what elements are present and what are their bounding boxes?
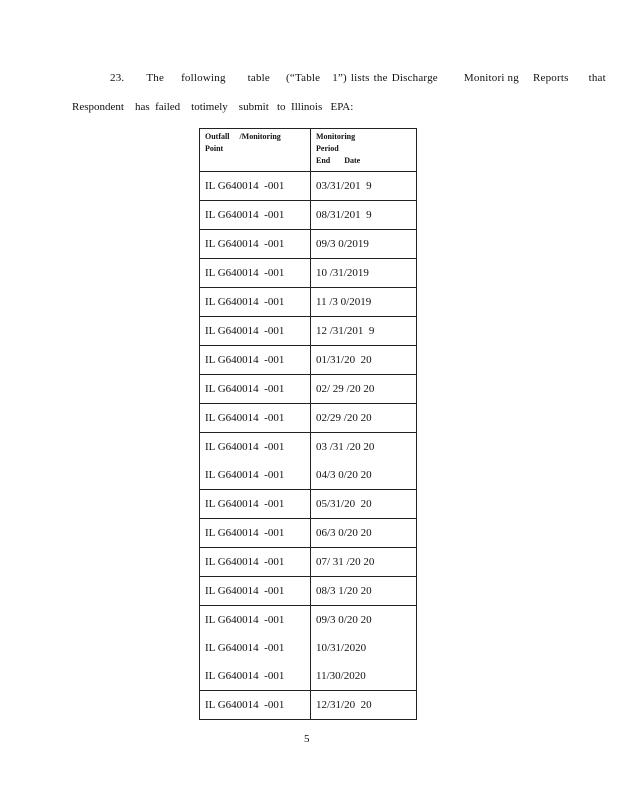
- word: (“Table: [286, 72, 321, 84]
- outfall-point-cell: [200, 375, 311, 404]
- period-end-date: 07/ 31 /20 20: [316, 556, 375, 568]
- header-text: End Date: [316, 156, 361, 165]
- outfall-point: IL G640014 -001: [205, 209, 285, 221]
- header-text: Point: [205, 144, 224, 153]
- period-end-date-cell: [311, 172, 417, 201]
- page-number: 5: [304, 733, 310, 745]
- period-end-date-cell: [311, 548, 417, 577]
- outfall-point-cell: [200, 404, 311, 433]
- table-row: [200, 548, 417, 577]
- word: 1”): [332, 72, 347, 84]
- outfall-point: IL G640014 -001: [205, 498, 285, 510]
- period-end-date: 08/3 1/20 20: [316, 585, 372, 597]
- outfall-point: IL G640014 -001: [205, 699, 285, 711]
- header-monitoring-period: [311, 129, 417, 172]
- table-row: [200, 404, 417, 433]
- outfall-point-cell: [200, 201, 311, 230]
- period-end-date: 02/29 /20 20: [316, 412, 372, 424]
- paragraph-number: 23.: [110, 72, 125, 84]
- table-header-row: [200, 129, 417, 172]
- period-end-date-cell: [311, 404, 417, 433]
- outfall-point: IL G640014 -001: [205, 614, 285, 626]
- outfall-point-cell: [200, 346, 311, 375]
- period-end-date-cell: [311, 691, 417, 720]
- period-end-date: 03 /31 /20 20: [316, 441, 375, 453]
- table-row: [200, 519, 417, 548]
- outfall-point: IL G640014 -001: [205, 383, 285, 395]
- table-row: [200, 201, 417, 230]
- outfall-point-cell: [200, 577, 311, 606]
- period-end-date: 10 /31/2019: [316, 267, 369, 279]
- period-end-date: 01/31/20 20: [316, 354, 372, 366]
- outfall-point-cell: [200, 519, 311, 548]
- outfall-point: IL G640014 -001: [205, 267, 285, 279]
- outfall-point: IL G640014 -001: [205, 670, 285, 682]
- outfall-point: IL G640014 -001: [205, 296, 285, 308]
- word: the: [373, 72, 388, 84]
- word: table: [247, 72, 271, 84]
- outfall-point-cell: [200, 172, 311, 201]
- period-end-date-cell: [311, 201, 417, 230]
- outfall-point: IL G640014 -001: [205, 556, 285, 568]
- period-end-date: 02/ 29 /20 20: [316, 383, 375, 395]
- period-end-date-cell: [311, 606, 417, 691]
- outfall-point-cell: [200, 606, 311, 691]
- word: lists: [350, 72, 370, 84]
- outfall-point: IL G640014 -001: [205, 527, 285, 539]
- period-end-date-cell: [311, 317, 417, 346]
- outfall-point-cell: [200, 259, 311, 288]
- table-row: [200, 691, 417, 720]
- outfall-point: IL G640014 -001: [205, 325, 285, 337]
- paragraph-line-1: [110, 72, 606, 84]
- word: Reports: [532, 72, 569, 84]
- table-row: [200, 172, 417, 201]
- period-end-date-cell: [311, 230, 417, 259]
- header-text: Monitoring: [316, 132, 356, 141]
- header-text: Period: [316, 144, 339, 153]
- outfall-point: IL G640014 -001: [205, 180, 285, 192]
- table-row: [200, 490, 417, 519]
- table-row: [200, 433, 417, 490]
- outfall-point: IL G640014 -001: [205, 642, 285, 654]
- table-row: [200, 317, 417, 346]
- outfall-point: IL G640014 -001: [205, 585, 285, 597]
- period-end-date: 09/3 0/2019: [316, 238, 369, 250]
- word: Monitori ng: [463, 72, 519, 84]
- table-row: [200, 375, 417, 404]
- outfall-point-cell: [200, 230, 311, 259]
- outfall-point: IL G640014 -001: [205, 441, 285, 453]
- period-end-date: 10/31/2020: [316, 642, 367, 654]
- word: Discharge: [391, 72, 438, 84]
- word: that: [588, 72, 606, 84]
- period-end-date-cell: [311, 346, 417, 375]
- period-end-date: 04/3 0/20 20: [316, 469, 372, 481]
- outfall-point: IL G640014 -001: [205, 238, 285, 250]
- outfall-point-cell: [200, 691, 311, 720]
- period-end-date: 11 /3 0/2019: [316, 296, 372, 308]
- period-end-date-cell: [311, 490, 417, 519]
- header-outfall-point: [200, 129, 311, 172]
- period-end-date: 11/30/2020: [316, 670, 366, 682]
- period-end-date-cell: [311, 375, 417, 404]
- table-row: [200, 259, 417, 288]
- period-end-date-cell: [311, 259, 417, 288]
- period-end-date: 03/31/201 9: [316, 180, 372, 192]
- outfall-point: IL G640014 -001: [205, 469, 285, 481]
- period-end-date-cell: [311, 433, 417, 490]
- period-end-date: 09/3 0/20 20: [316, 614, 372, 626]
- header-text: Outfall /Monitoring: [205, 132, 281, 141]
- period-end-date-cell: [311, 288, 417, 317]
- table-row: [200, 346, 417, 375]
- word: following: [181, 72, 226, 84]
- period-end-date: 12 /31/201 9: [316, 325, 375, 337]
- outfall-point-cell: [200, 433, 311, 490]
- period-end-date: 06/3 0/20 20: [316, 527, 372, 539]
- outfall-point-cell: [200, 490, 311, 519]
- outfall-point: IL G640014 -001: [205, 354, 285, 366]
- period-end-date: 05/31/20 20: [316, 498, 372, 510]
- period-end-date: 12/31/20 20: [316, 699, 372, 711]
- table-row: [200, 288, 417, 317]
- paragraph-line-2: Respondent has failed totimely submit to Illinois EPA:: [72, 101, 354, 113]
- outfall-point: IL G640014 -001: [205, 412, 285, 424]
- monitoring-reports-table: [199, 128, 417, 720]
- period-end-date: 08/31/201 9: [316, 209, 372, 221]
- word: The: [146, 72, 165, 84]
- outfall-point-cell: [200, 288, 311, 317]
- period-end-date-cell: [311, 519, 417, 548]
- outfall-point-cell: [200, 317, 311, 346]
- table-row: [200, 606, 417, 691]
- table-row: [200, 230, 417, 259]
- table-row: [200, 577, 417, 606]
- period-end-date-cell: [311, 577, 417, 606]
- outfall-point-cell: [200, 548, 311, 577]
